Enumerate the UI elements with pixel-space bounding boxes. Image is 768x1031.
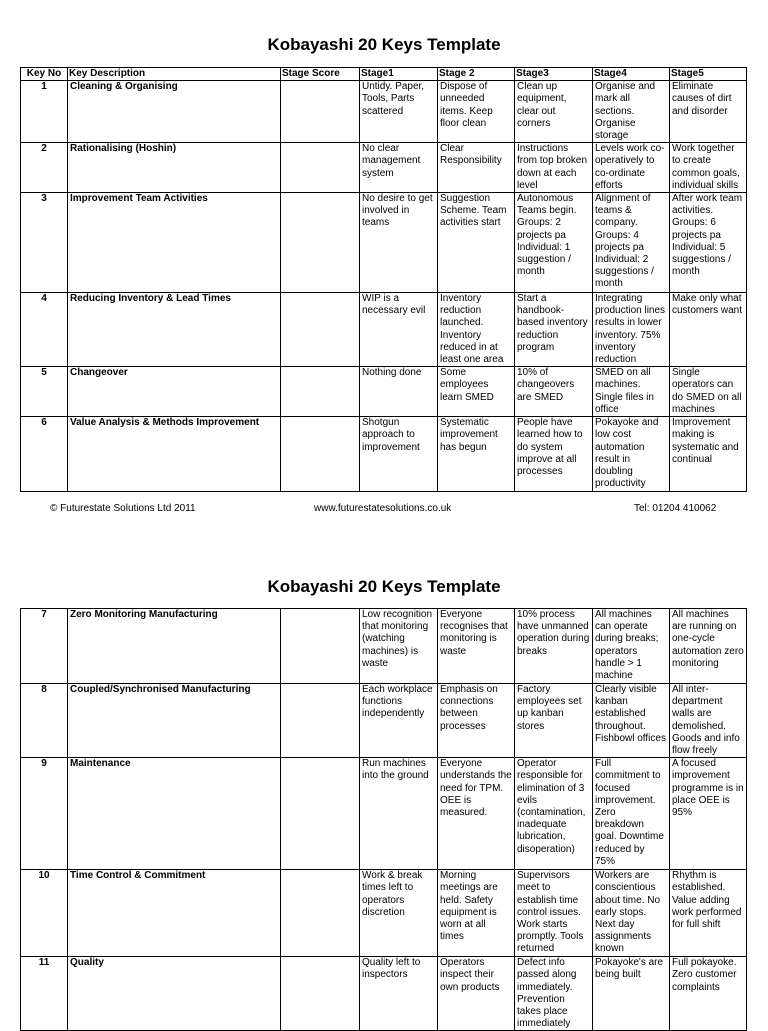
key-description-cell: Coupled/Synchronised Manufacturing bbox=[68, 684, 281, 758]
key-description-cell: Rationalising (Hoshin) bbox=[68, 143, 281, 193]
stage-score-cell bbox=[281, 193, 360, 293]
stage5-cell: Work together to create common goals, individual skills bbox=[670, 143, 747, 193]
key-no-cell: 3 bbox=[21, 193, 68, 293]
key-description-cell: Changeover bbox=[68, 367, 281, 417]
key-no-cell: 11 bbox=[21, 957, 68, 1031]
stage5-cell: Full pokayoke. Zero customer complaints bbox=[670, 957, 747, 1031]
stage2-cell: Everyone understands the need for TPM. OEE is measured. bbox=[438, 758, 515, 870]
stage3-cell: Defect info passed along immediately. Prevention takes place immediately bbox=[515, 957, 593, 1031]
stage-score-cell bbox=[281, 758, 360, 870]
stage2-cell: Clear Responsibility bbox=[438, 143, 515, 193]
stage2-cell: Morning meetings are held. Safety equipment is worn at all times bbox=[438, 870, 515, 957]
table-row bbox=[21, 417, 747, 492]
stage1-cell: Work & break times left to operators discretion bbox=[360, 870, 438, 957]
stage4-cell: Organise and mark all sections. Organise storage bbox=[593, 81, 670, 143]
stage1-cell: No clear management system bbox=[360, 143, 438, 193]
footer-telephone: Tel: 01204 410062 bbox=[634, 503, 717, 514]
table-row bbox=[21, 758, 747, 870]
table-row bbox=[21, 293, 747, 367]
stage4-cell: Pokayoke and low cost automation result in doubling productivity bbox=[593, 417, 670, 492]
table-row bbox=[21, 143, 747, 193]
stage-score-cell bbox=[281, 143, 360, 193]
stage1-cell: WIP is a necessary evil bbox=[360, 293, 438, 367]
key-no-cell: 4 bbox=[21, 293, 68, 367]
stage4-cell: Levels work co-operatively to co-ordinate efforts bbox=[593, 143, 670, 193]
stage1-cell: Run machines into the ground bbox=[360, 758, 438, 870]
keys-table-1 bbox=[20, 67, 747, 492]
table-row bbox=[21, 870, 747, 957]
key-no-cell: 2 bbox=[21, 143, 68, 193]
key-description-cell: Improvement Team Activities bbox=[68, 193, 281, 293]
stage1-cell: Untidy. Paper, Tools, Parts scattered bbox=[360, 81, 438, 143]
stage5-cell: Make only what customers want bbox=[670, 293, 747, 367]
stage3-cell: Factory employees set up kanban stores bbox=[515, 684, 593, 758]
stage5-cell: A focused improvement programme is in place OEE is 95% bbox=[670, 758, 747, 870]
stage3-cell: Operator responsible for elimination of 3 evils (contamination, inadequate lubrication, disoperation) bbox=[515, 758, 593, 870]
stage-score-cell bbox=[281, 609, 360, 684]
stage3-cell: Start a handbook-based inventory reduction program bbox=[515, 293, 593, 367]
stage5-cell: Eliminate causes of dirt and disorder bbox=[670, 81, 747, 143]
stage1-cell: Quality left to inspectors bbox=[360, 957, 438, 1031]
stage1-cell: Low recognition that monitoring (watching machines) is waste bbox=[360, 609, 438, 684]
stage4-cell: Workers are conscientious about time. No early stops. Next day assignments known bbox=[593, 870, 670, 957]
stage-score-cell bbox=[281, 367, 360, 417]
keys-table-2 bbox=[20, 608, 747, 1031]
stage4-cell: Full commitment to focused improvement. Zero breakdown goal. Downtime reduced by 75% bbox=[593, 758, 670, 870]
stage4-cell: All machines can operate during breaks; operators handle > 1 machine bbox=[593, 609, 670, 684]
stage2-cell: Inventory reduction launched. Inventory reduced in at least one area bbox=[438, 293, 515, 367]
stage2-cell: Systematic improvement has begun bbox=[438, 417, 515, 492]
footer-copyright: © Futurestate Solutions Ltd 2011 bbox=[50, 503, 196, 514]
stage2-cell: Dispose of unneeded items. Keep floor clean bbox=[438, 81, 515, 143]
key-no-cell: 9 bbox=[21, 758, 68, 870]
stage1-cell: Each workplace functions independently bbox=[360, 684, 438, 758]
table-row bbox=[21, 81, 747, 143]
stage4-cell: Alignment of teams & company. Groups: 4 projects pa Individual: 2 suggestions / month bbox=[593, 193, 670, 293]
stage4-cell: Clearly visible kanban established throughout. Fishbowl offices bbox=[593, 684, 670, 758]
header-key-description: Key Description bbox=[68, 68, 281, 81]
stage-score-cell bbox=[281, 684, 360, 758]
key-description-cell: Maintenance bbox=[68, 758, 281, 870]
key-description-cell: Quality bbox=[68, 957, 281, 1031]
stage3-cell: People have learned how to do system improve at all processes bbox=[515, 417, 593, 492]
table-row bbox=[21, 193, 747, 293]
table-row bbox=[21, 957, 747, 1031]
key-no-cell: 7 bbox=[21, 609, 68, 684]
header-stage-score: Stage Score bbox=[281, 68, 360, 81]
key-description-cell: Zero Monitoring Manufacturing bbox=[68, 609, 281, 684]
stage2-cell: Some employees learn SMED bbox=[438, 367, 515, 417]
stage1-cell: Nothing done bbox=[360, 367, 438, 417]
table-row bbox=[21, 684, 747, 758]
stage-score-cell bbox=[281, 957, 360, 1031]
stage3-cell: Clean up equipment, clear out corners bbox=[515, 81, 593, 143]
stage4-cell: SMED on all machines. Single files in office bbox=[593, 367, 670, 417]
key-no-cell: 6 bbox=[21, 417, 68, 492]
header-key-no: Key No bbox=[21, 68, 68, 81]
stage4-cell: Integrating production lines results in lower inventory. 75% inventory reduction bbox=[593, 293, 670, 367]
stage5-cell: After work team activities. Groups: 6 projects pa Individual: 5 suggestions / month bbox=[670, 193, 747, 293]
stage3-cell: 10% of changeovers are SMED bbox=[515, 367, 593, 417]
key-no-cell: 10 bbox=[21, 870, 68, 957]
stage5-cell: Improvement making is systematic and continual bbox=[670, 417, 747, 492]
header-stage3: Stage3 bbox=[515, 68, 593, 81]
stage3-cell: 10% process have unmanned operation during breaks bbox=[515, 609, 593, 684]
stage1-cell: Shotgun approach to improvement bbox=[360, 417, 438, 492]
stage2-cell: Emphasis on connections between processes bbox=[438, 684, 515, 758]
stage5-cell: Rhythm is established. Value adding work performed for full shift bbox=[670, 870, 747, 957]
stage3-cell: Autonomous Teams begin. Groups: 2 projects pa Individual: 1 suggestion / month bbox=[515, 193, 593, 293]
key-description-cell: Time Control & Commitment bbox=[68, 870, 281, 957]
footer-website: www.futurestatesolutions.co.uk bbox=[314, 503, 452, 514]
stage5-cell: Single operators can do SMED on all machines bbox=[670, 367, 747, 417]
page-title: Kobayashi 20 Keys Template bbox=[267, 35, 501, 54]
key-description-cell: Value Analysis & Methods Improvement bbox=[68, 417, 281, 492]
stage5-cell: All inter-department walls are demolished. Goods and info flow freely bbox=[670, 684, 747, 758]
stage-score-cell bbox=[281, 870, 360, 957]
header-stage1: Stage1 bbox=[360, 68, 438, 81]
table-row bbox=[21, 609, 747, 684]
header-stage5: Stage5 bbox=[670, 68, 747, 81]
key-no-cell: 1 bbox=[21, 81, 68, 143]
stage2-cell: Everyone recognises that monitoring is waste bbox=[438, 609, 515, 684]
key-description-cell: Cleaning & Organising bbox=[68, 81, 281, 143]
table-row bbox=[21, 367, 747, 417]
stage4-cell: Pokayoke's are being built bbox=[593, 957, 670, 1031]
key-no-cell: 5 bbox=[21, 367, 68, 417]
stage2-cell: Suggestion Scheme. Team activities start bbox=[438, 193, 515, 293]
key-description-cell: Reducing Inventory & Lead Times bbox=[68, 293, 281, 367]
header-stage2: Stage 2 bbox=[438, 68, 515, 81]
stage3-cell: Instructions from top broken down at each level bbox=[515, 143, 593, 193]
stage5-cell: All machines are running on one-cycle automation zero monitoring bbox=[670, 609, 747, 684]
key-no-cell: 8 bbox=[21, 684, 68, 758]
stage-score-cell bbox=[281, 417, 360, 492]
stage1-cell: No desire to get involved in teams bbox=[360, 193, 438, 293]
stage2-cell: Operators inspect their own products bbox=[438, 957, 515, 1031]
stage-score-cell bbox=[281, 293, 360, 367]
header-row bbox=[21, 68, 747, 81]
page-title: Kobayashi 20 Keys Template bbox=[267, 577, 501, 596]
stage3-cell: Supervisors meet to establish time control issues. Work starts promptly. Tools returned bbox=[515, 870, 593, 957]
stage-score-cell bbox=[281, 81, 360, 143]
header-stage4: Stage4 bbox=[593, 68, 670, 81]
